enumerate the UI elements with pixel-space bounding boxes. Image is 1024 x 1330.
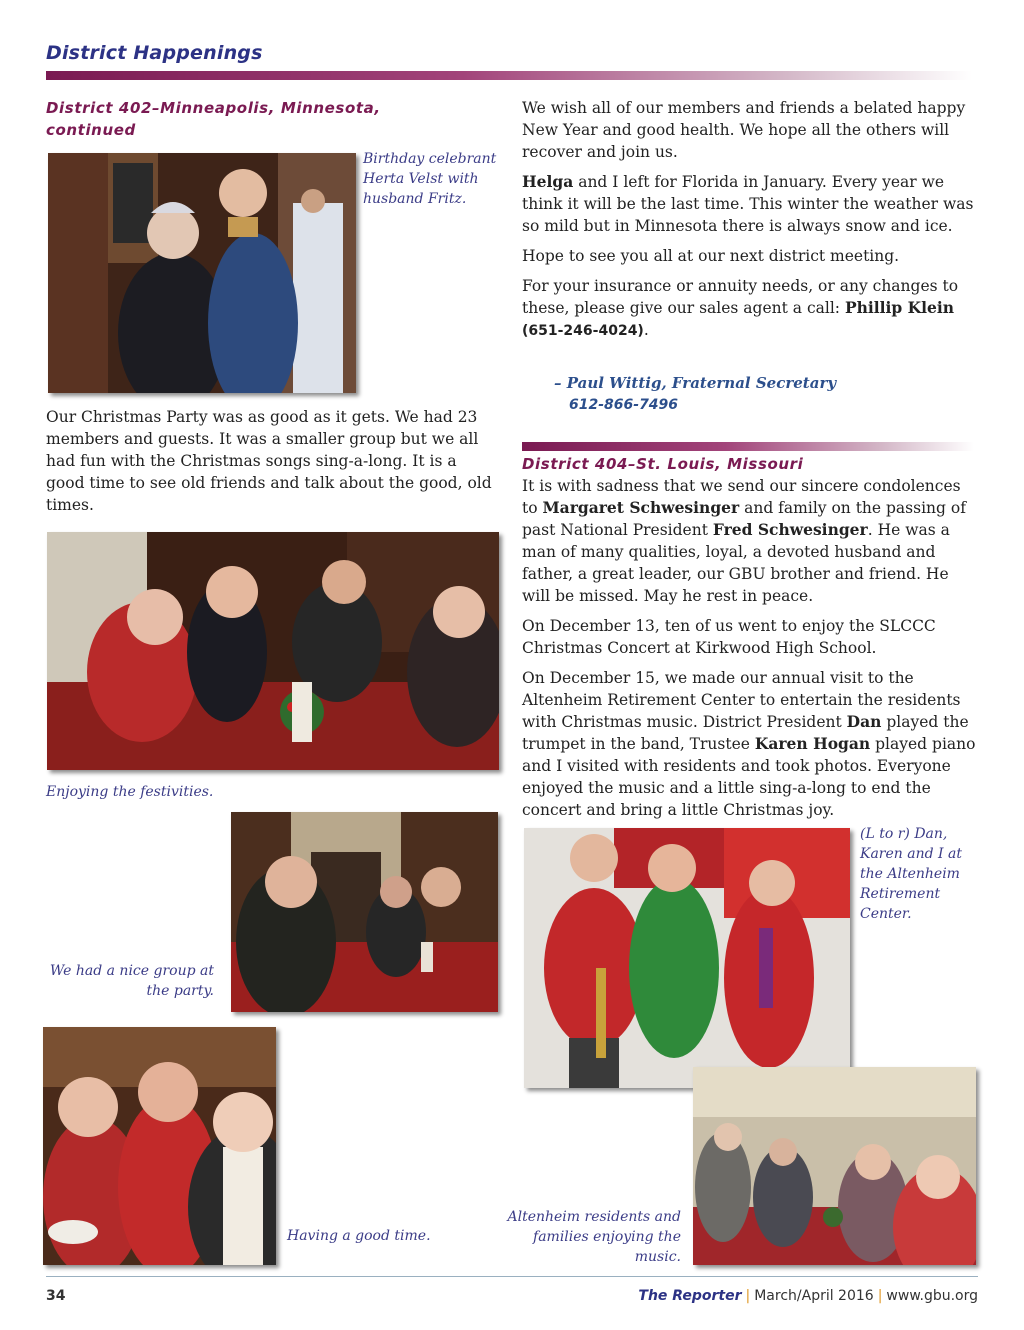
party-paragraph: Our Christmas Party was as good as it gets. We had 23 members and guests. It was a smaller group but we all had fun with the Christmas songs sing-a-long. It is a good time to see old friends and talk about the good, old times. — [46, 408, 492, 514]
para-altenheim: On December 15, we made our annual visit to the Altenheim Retirement Center to entertain the residents with Christmas music. District President Dan played the trumpet in the band, Trustee Karen Hogan played piano and I visited with residents and took photos. Everyone enjoyed the music and a little sing-a-long to end the concert and bring a little Christmas joy. — [522, 669, 976, 819]
photo-birthday-celebrant — [48, 153, 356, 393]
photo-altenheim-residents — [693, 1067, 976, 1265]
caption-altenheim-trio: (L to r) Dan, Karen and I at the Altenheim Retirement Center. — [860, 826, 962, 922]
caption-good-time: Having a good time. — [287, 1228, 431, 1244]
issue-date: March/April 2016 — [754, 1288, 874, 1304]
publication-name: The Reporter — [638, 1288, 742, 1304]
footer-publication-info: The Reporter | March/April 2016 | www.gbu.org — [638, 1288, 978, 1304]
caption-altenheim-residents: Altenheim residents and families enjoying the music. — [507, 1209, 681, 1265]
district-404-text — [522, 475, 980, 829]
district-404-heading: District 404–St. Louis, Missouri — [522, 455, 804, 473]
header-rule — [46, 71, 972, 80]
para-insurance: For your insurance or annuity needs, or any changes to these, please give our sales agent a call: Phillip Klein (651-246-4024). — [522, 277, 959, 339]
agent-name: Phillip Klein — [844, 298, 955, 317]
photo-nice-group — [231, 812, 498, 1012]
photo-altenheim-trio — [524, 828, 850, 1088]
para-concert: On December 13, ten of us went to enjoy the SLCCC Christmas Concert at Kirkwood High School. — [522, 617, 936, 657]
para-helga: Helga and I left for Florida in January. Every year we think it will be the last time. This winter the weather was so mild but in Minnesota there is always snow and ice. — [522, 172, 974, 235]
caption-birthday: Birthday celebrant Herta Velst with husband Fritz. — [363, 151, 497, 207]
photo-festivities — [47, 532, 499, 770]
signature-name: – Paul Wittig, Fraternal Secretary — [554, 374, 837, 392]
district-402-continued-text — [522, 97, 980, 350]
website: www.gbu.org — [886, 1288, 978, 1304]
district-404-rule — [522, 442, 974, 451]
caption-festivities: Enjoying the festivities. — [46, 784, 214, 800]
para-new-year: We wish all of our members and friends a belated happy New Year and good health. We hope all the others will recover and join us. — [522, 99, 966, 161]
para-hope: Hope to see you all at our next district meeting. — [522, 247, 900, 265]
section-title: District Happenings — [46, 42, 263, 64]
para-condolences: It is with sadness that we send our sincere condolences to Margaret Schwesinger and family on the passing of past National President Fred Schwesinger. He was a man of many qualities, loyal, a devoted husband and father, a great leader, our GBU brother and friend. He will be missed. May he rest in peace. — [522, 477, 966, 605]
signature-phone: 612-866-7496 — [569, 397, 679, 413]
district-402-heading: District 402–Minneapolis, Minnesota, continued — [46, 99, 381, 139]
caption-nice-group: We had a nice group at the party. — [49, 963, 214, 999]
agent-phone: (651-246-4024) — [522, 323, 644, 339]
name-helga: Helga — [522, 172, 574, 191]
page-number: 34 — [46, 1288, 66, 1304]
photo-good-time — [43, 1027, 276, 1265]
footer-rule — [46, 1276, 978, 1277]
